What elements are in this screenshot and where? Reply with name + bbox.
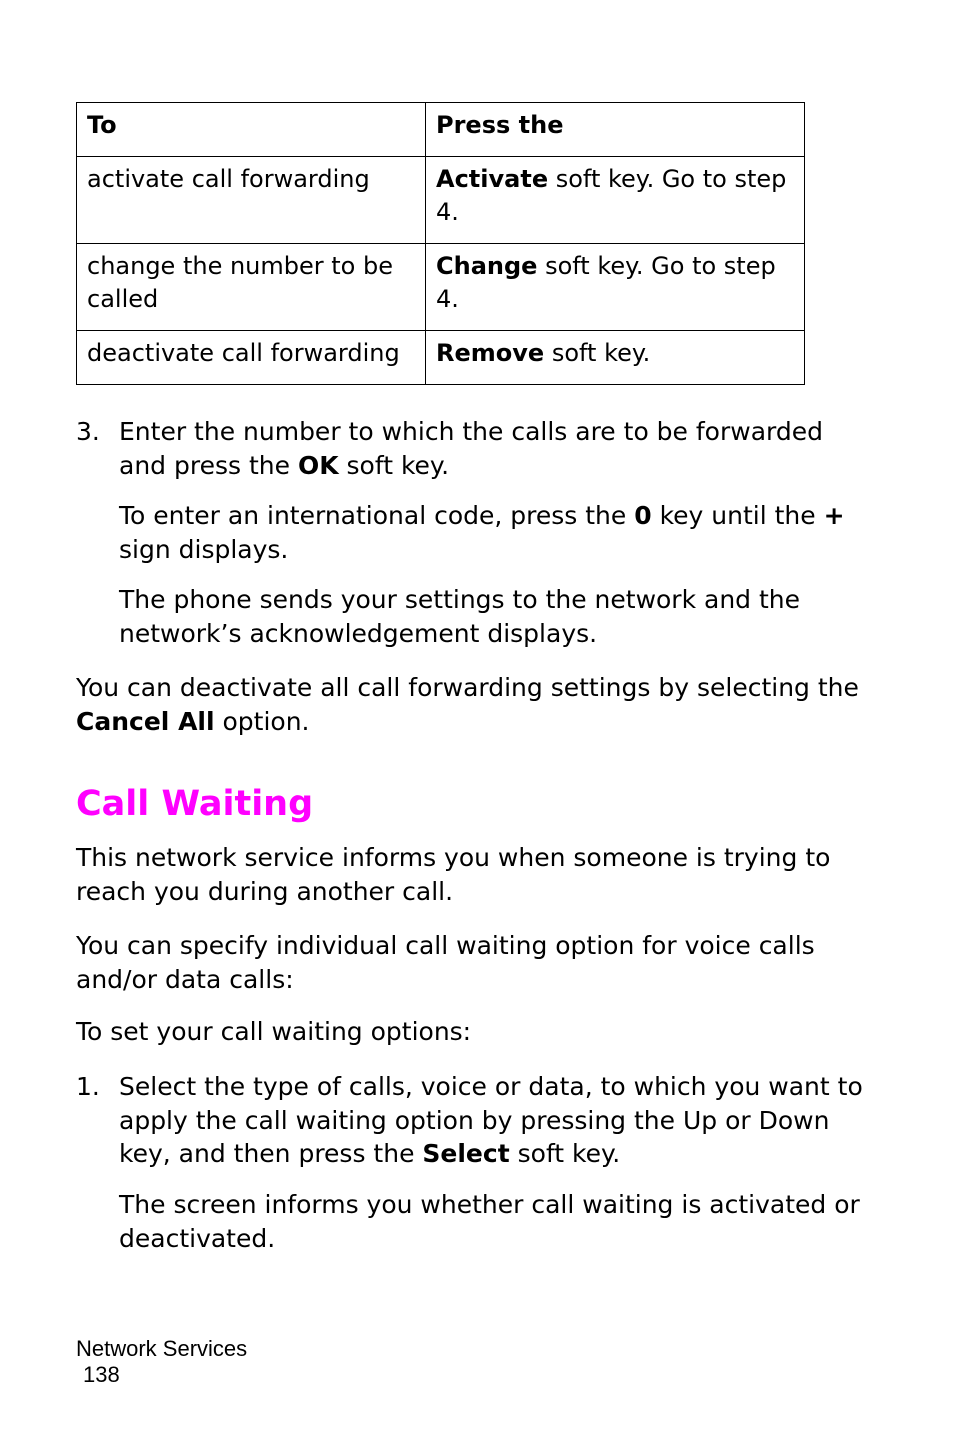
cell-text: soft key. (544, 339, 651, 367)
text-run: sign displays. (119, 534, 289, 564)
soft-key-name: Change (436, 252, 538, 280)
text-run: soft key. (338, 450, 450, 480)
table-cell-to: deactivate call forwarding (77, 331, 426, 385)
international-code-note (119, 499, 879, 566)
table-row (77, 157, 805, 244)
table-header-row (77, 103, 805, 157)
table-row (77, 331, 805, 385)
step-number: 3. (76, 417, 100, 446)
table-cell-press (426, 331, 805, 385)
step-3-text (119, 415, 859, 482)
step-1-text (119, 1070, 874, 1171)
text-run: option. (214, 706, 310, 736)
cell-text: soft key. Go to step 4. (436, 165, 787, 226)
select-key-name: Select (422, 1139, 510, 1168)
table-cell-to: change the number to be called (77, 244, 426, 331)
plus-sign: + (823, 501, 845, 530)
page-number: 138 (83, 1362, 120, 1387)
column-header-to: To (77, 103, 426, 157)
cancel-all-note (76, 671, 876, 738)
step-number: 1. (76, 1072, 100, 1101)
network-acknowledgement-note: The phone sends your settings to the network and the network’s acknowledgement displays. (119, 585, 801, 648)
column-header-press: Press the (426, 103, 805, 157)
text-run: Select the type of calls, voice or data, to which you want to apply the call waiting option by pressing the Up or Down key, and then press the (119, 1072, 863, 1168)
zero-key-name: 0 (634, 501, 652, 530)
soft-key-name: Remove (436, 339, 545, 367)
call-waiting-instructions-intro: To set your call waiting options: (76, 1017, 472, 1046)
table-cell-to: activate call forwarding (77, 157, 426, 244)
text-run: Enter the number to which the calls are to be forwarded and press the (119, 417, 823, 480)
footer-section-title: Network Services (76, 1336, 248, 1361)
call-waiting-intro: This network service informs you when someone is trying to reach you during another call. (76, 843, 831, 906)
call-forwarding-options-table (76, 102, 805, 385)
cell-text: soft key. Go to step 4. (436, 252, 776, 313)
text-run: You can deactivate all call forwarding settings by selecting the (76, 673, 859, 702)
soft-key-name: Activate (436, 165, 549, 193)
page-footer (76, 1336, 247, 1388)
table-cell-press (426, 157, 805, 244)
table-cell-press (426, 244, 805, 331)
table-row (77, 244, 805, 331)
text-run: soft key. (509, 1139, 621, 1168)
text-run: key until the (651, 501, 824, 530)
call-waiting-status-note: The screen informs you whether call waiting is activated or deactivated. (119, 1190, 860, 1253)
call-waiting-options-note: You can specify individual call waiting option for voice calls and/or data calls: (76, 931, 815, 994)
cancel-all-option-name: Cancel All (76, 706, 215, 736)
text-run: To enter an international code, press the (119, 501, 635, 530)
ok-key-name: OK (297, 450, 339, 480)
section-heading: Call Waiting (76, 784, 314, 824)
